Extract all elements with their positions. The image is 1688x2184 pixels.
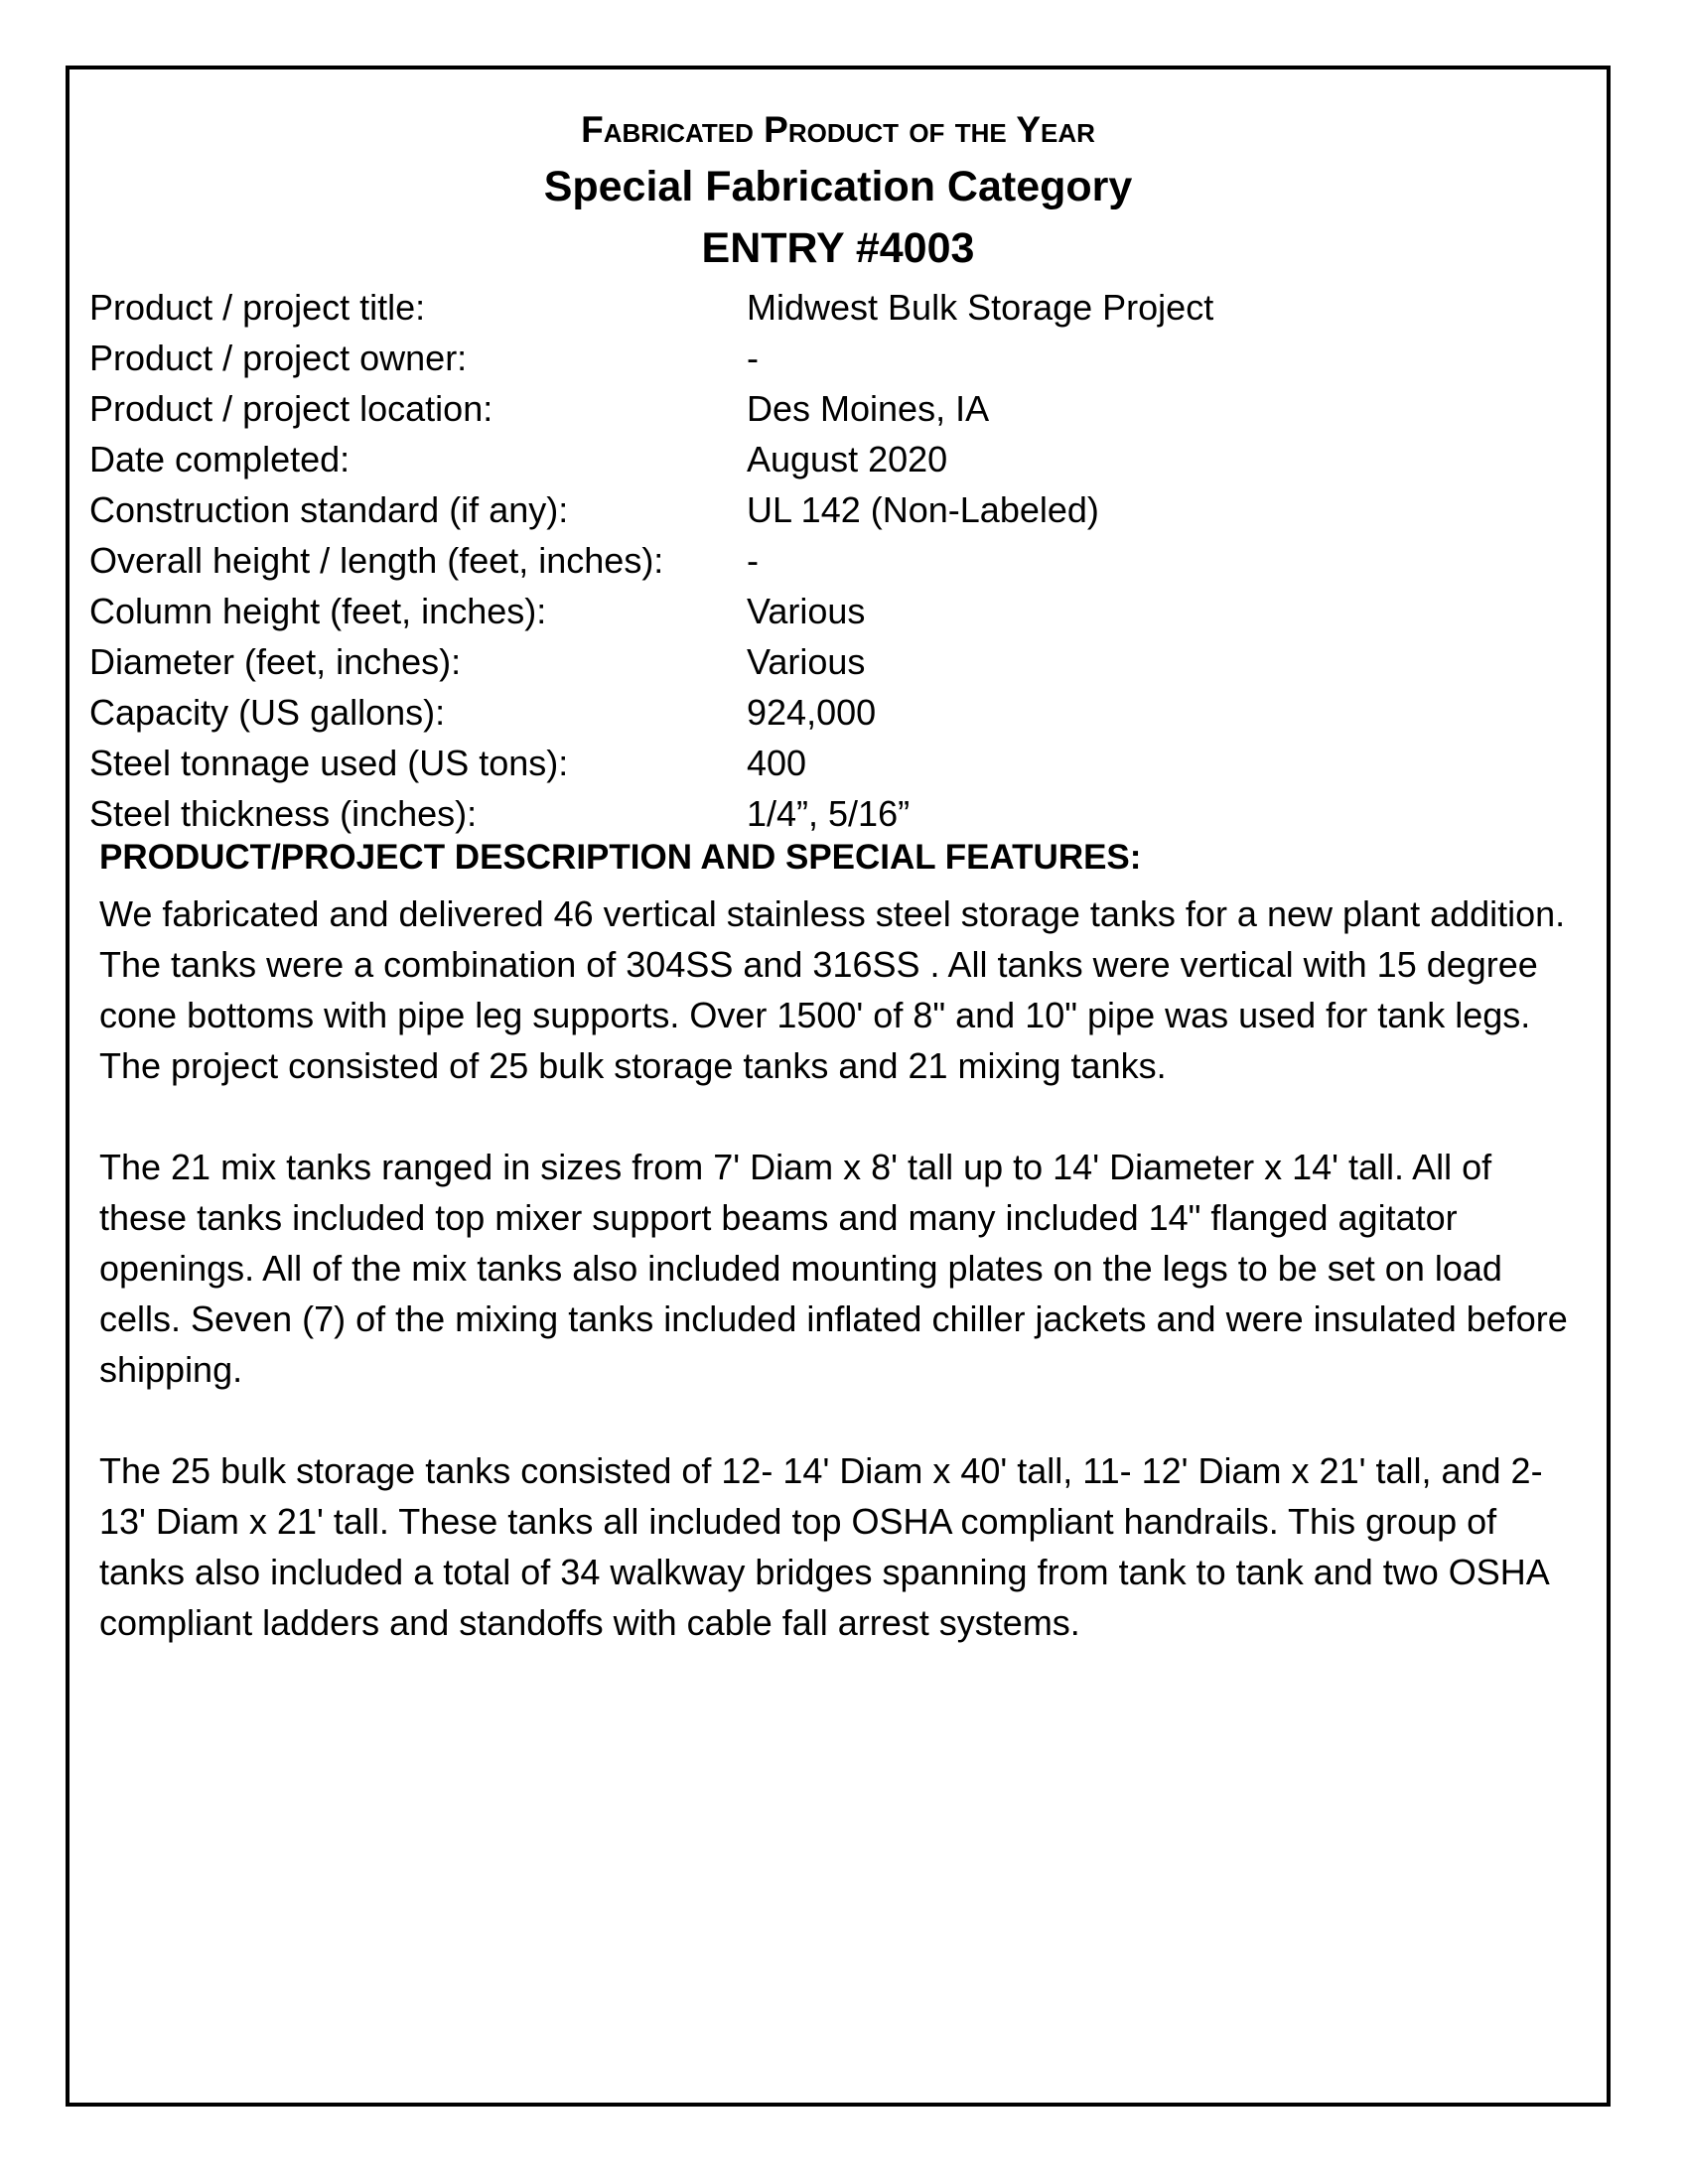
description-paragraph: The 25 bulk storage tanks consisted of 12- 14' Diam x 40' tall, 11- 12' Diam x 21' tall, and 2-13' Diam x 21' tall. These tanks all included top OSHA compliant handrails. This group of tanks also included a total of 34 walkway bridges spanning from tank to tank and two OSHA compliant ladders and standoffs with cable fall arrest systems.	[99, 1450, 1548, 1643]
field-row-location	[89, 383, 1569, 434]
field-label: Steel thickness (inches):	[89, 793, 478, 834]
field-label: Product / project location:	[89, 388, 493, 429]
field-row-diameter	[89, 636, 1569, 687]
description-heading: PRODUCT/PROJECT DESCRIPTION AND SPECIAL FEATURES:	[99, 838, 1142, 877]
field-value: Midwest Bulk Storage Project	[747, 287, 1214, 328]
field-label: Overall height / length (feet, inches):	[89, 540, 664, 581]
field-row-column-height	[89, 586, 1569, 636]
field-value: 1/4”, 5/16”	[747, 793, 911, 834]
category-title: Special Fabrication Category	[543, 163, 1133, 210]
field-row-owner	[89, 333, 1569, 383]
field-value: -	[747, 540, 759, 581]
field-value: -	[747, 338, 759, 378]
description-body	[99, 888, 1589, 1699]
field-value: Various	[747, 641, 866, 682]
field-value: 400	[747, 743, 807, 783]
field-label: Date completed:	[89, 439, 351, 479]
field-label: Product / project title:	[89, 287, 426, 328]
field-label: Steel tonnage used (US tons):	[89, 743, 569, 783]
field-label: Diameter (feet, inches):	[89, 641, 462, 682]
field-row-date	[89, 434, 1569, 484]
field-row-tonnage	[89, 738, 1569, 788]
field-row-standard	[89, 484, 1569, 535]
field-label: Product / project owner:	[89, 338, 468, 378]
field-value: 924,000	[747, 692, 877, 733]
field-row-overall-height	[89, 535, 1569, 586]
field-value: Various	[747, 591, 866, 631]
field-value: Des Moines, IA	[747, 388, 990, 429]
field-value: August 2020	[747, 439, 948, 479]
award-title: Fabricated Product of the Year	[581, 109, 1095, 150]
field-label: Construction standard (if any):	[89, 489, 569, 530]
entry-number: ENTRY #4003	[701, 224, 975, 272]
field-label: Capacity (US gallons):	[89, 692, 446, 733]
field-row-thickness	[89, 788, 1569, 839]
project-fields	[89, 282, 1569, 839]
field-label: Column height (feet, inches):	[89, 591, 547, 631]
description-paragraph: The 21 mix tanks ranged in sizes from 7' Diam x 8' tall up to 14' Diameter x 14' tall. All of these tanks included top mixer support beams and many included 14" flanged agitator openings. All of the mix tanks also included mounting plates on the legs to be set on load cells. Seven (7) of the mixing tanks included inflated chiller jackets and were insulated before shipping.	[99, 1147, 1568, 1390]
description-paragraph: We fabricated and delivered 46 vertical stainless steel storage tanks for a new plant addition. The tanks were a combination of 304SS and 316SS . All tanks were vertical with 15 degree cone bottoms with pipe leg supports. Over 1500' of 8" and 10" pipe was used for tank legs. The project consisted of 25 bulk storage tanks and 21 mixing tanks.	[99, 893, 1566, 1086]
field-row-title	[89, 282, 1569, 333]
field-value: UL 142 (Non-Labeled)	[747, 489, 1099, 530]
field-row-capacity	[89, 687, 1569, 738]
